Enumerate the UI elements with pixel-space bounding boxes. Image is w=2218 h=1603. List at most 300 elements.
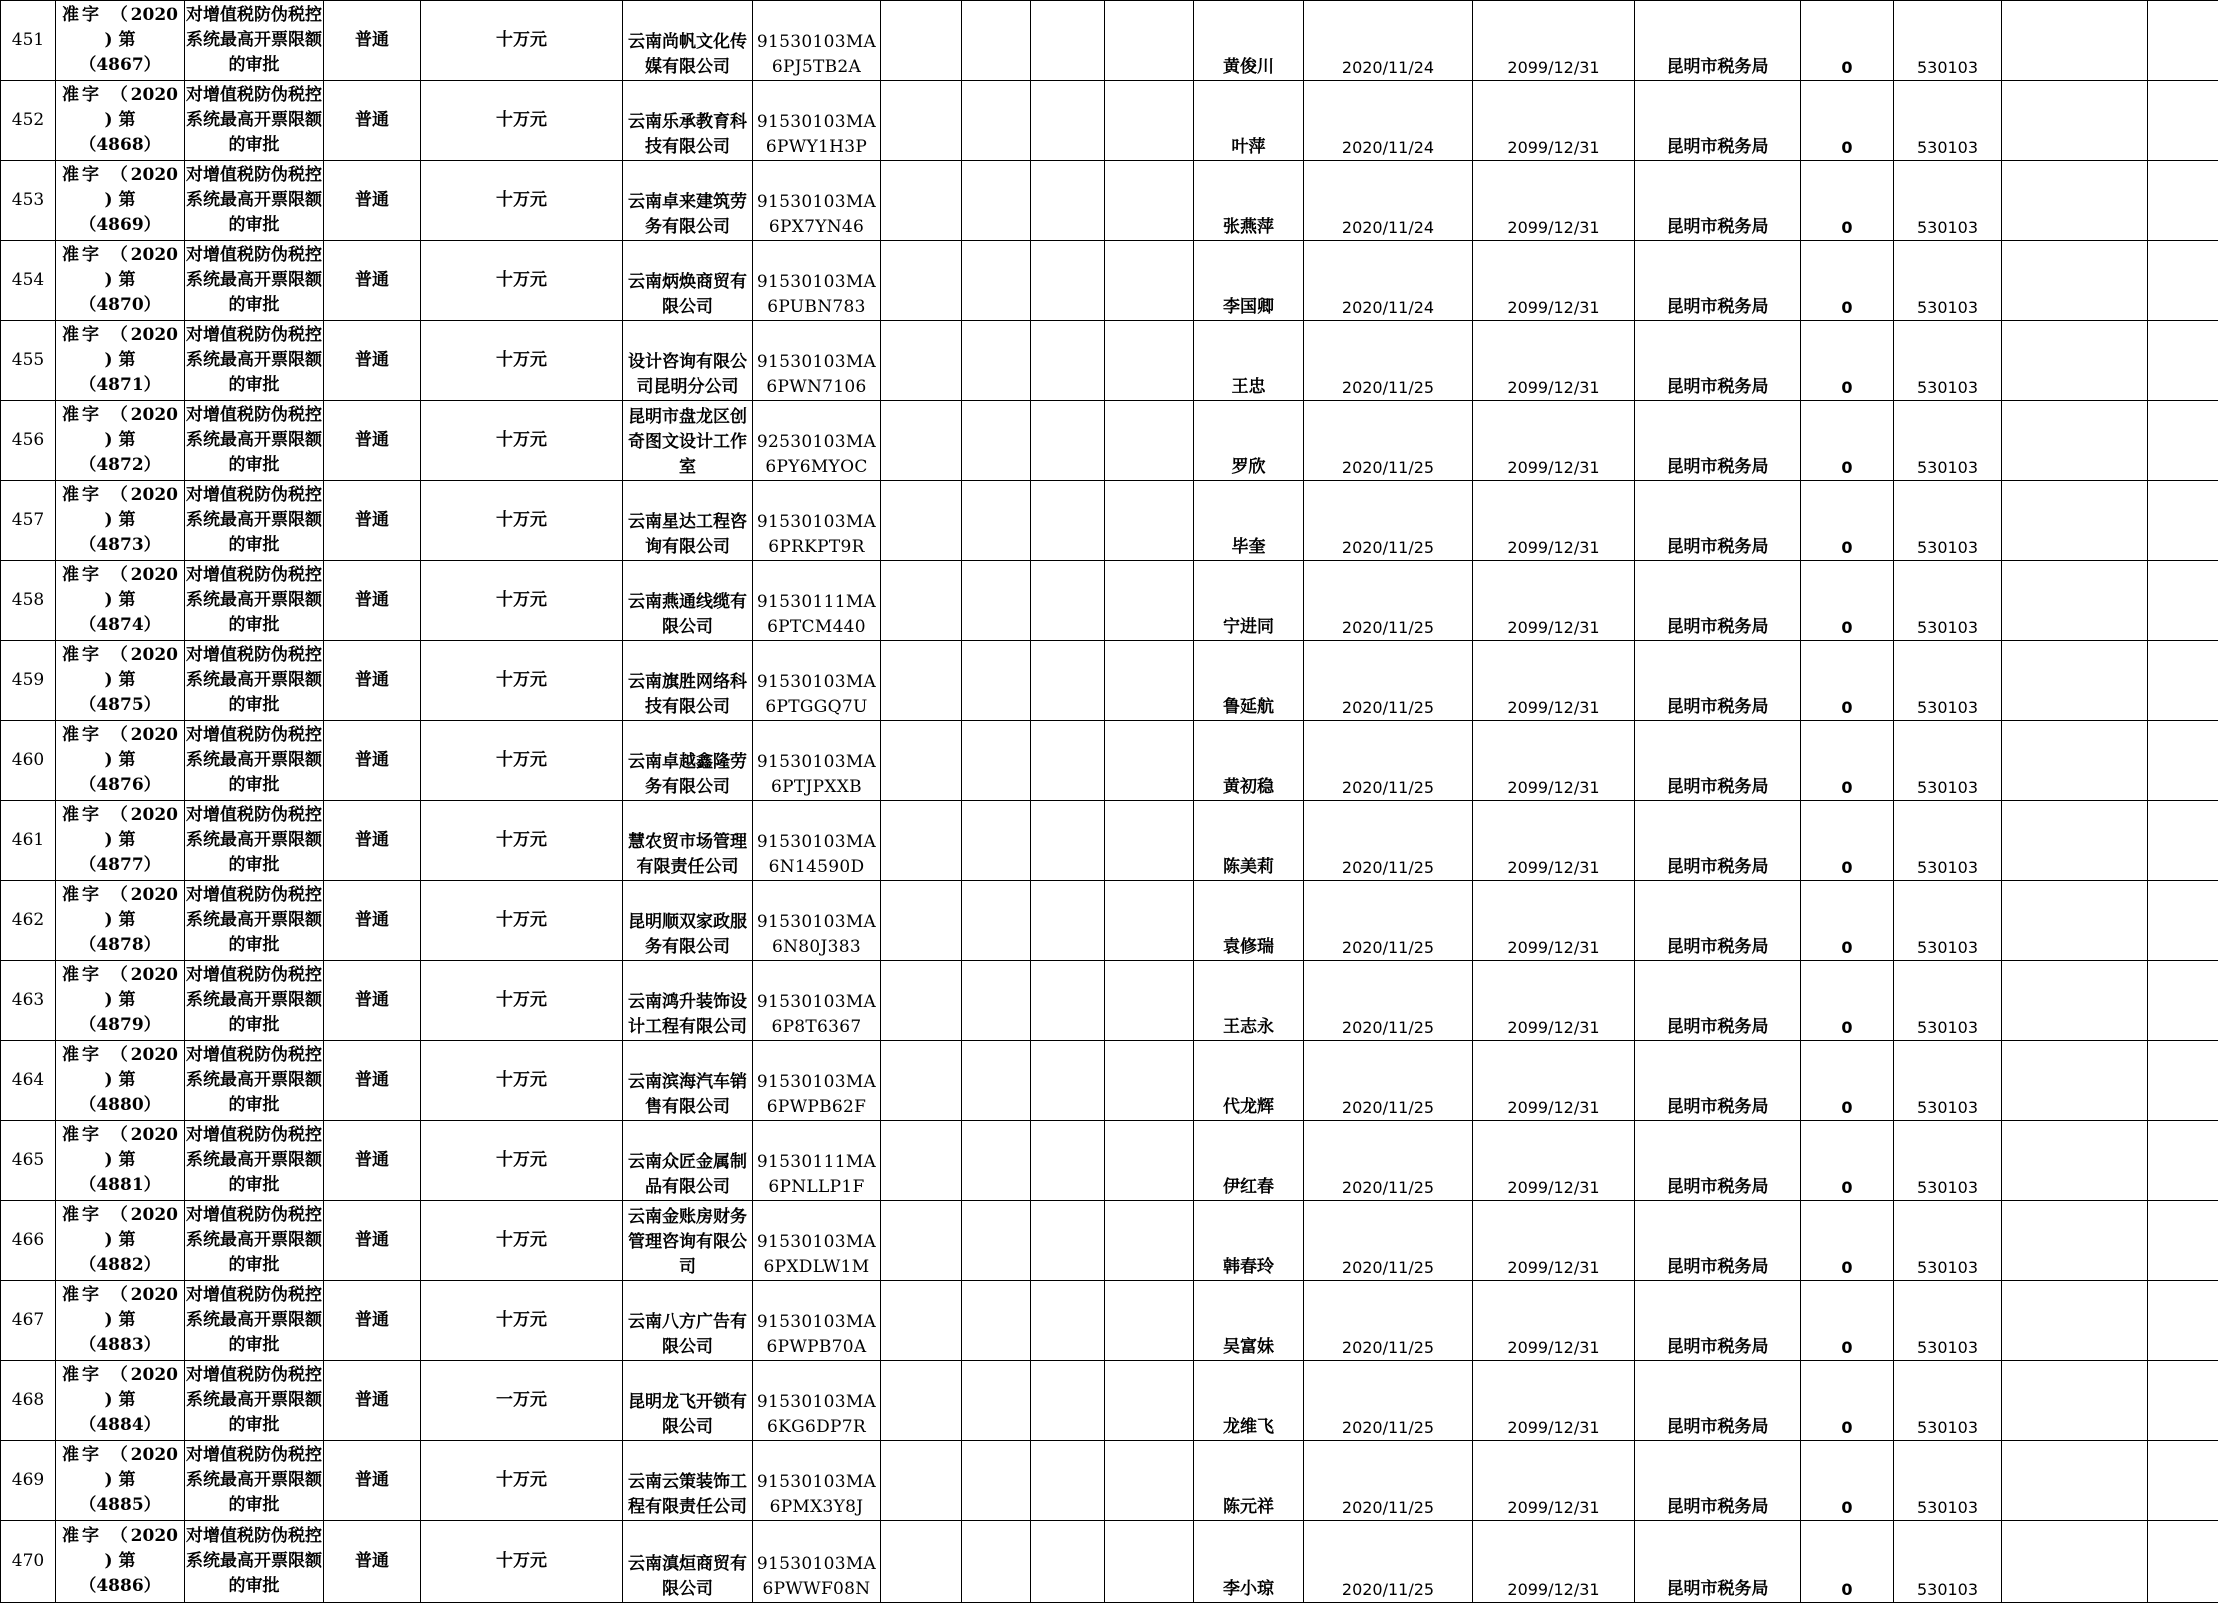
document-number-line: （4869） [79,215,161,235]
document-number-line: （4874） [79,615,161,635]
empty-cell [881,321,962,401]
invoice-type-cell: 普通 [324,721,421,801]
approval-matter-cell: 对增值税防伪税控系统最高开票限额的审批 [185,1441,324,1521]
invoice-limit-cell: 一万元 [421,1361,623,1441]
empty-cell [2148,1121,2218,1201]
empty-cell [881,481,962,561]
empty-cell [962,481,1031,561]
table-row [1,81,2218,161]
company-name-cell: 设计咨询有限公司昆明分公司 [623,321,753,401]
empty-cell [2002,1041,2148,1121]
status-cell: 0 [1801,881,1894,961]
end-date-cell: 2099/12/31 [1473,1441,1635,1521]
empty-cell [962,641,1031,721]
document-number-line: 准字 （2020 [62,405,178,425]
region-code-cell: 530103 [1894,1441,2002,1521]
empty-cell [2002,241,2148,321]
credit-code-cell: 91530103MA6P8T6367 [753,961,881,1041]
table-row [1,961,2218,1041]
row-index-cell: 452 [1,81,56,161]
empty-cell [962,1361,1031,1441]
empty-cell [2002,561,2148,641]
region-code-cell: 530103 [1894,321,2002,401]
company-name-cell: 云南鸿升装饰设计工程有限公司 [623,961,753,1041]
document-number-line: ) 第 [104,910,136,930]
legal-representative-cell: 李小琼 [1194,1521,1304,1603]
credit-code-cell: 91530103MA6PUBN783 [753,241,881,321]
invoice-limit-cell: 十万元 [421,801,623,881]
legal-representative-cell: 毕奎 [1194,481,1304,561]
legal-representative-cell: 代龙辉 [1194,1041,1304,1121]
credit-code-cell: 91530111MA6PNLLP1F [753,1121,881,1201]
empty-cell [962,321,1031,401]
row-index-cell: 453 [1,161,56,241]
empty-cell [881,1201,962,1281]
invoice-type-cell: 普通 [324,241,421,321]
authority-cell: 昆明市税务局 [1635,1361,1801,1441]
table-row [1,401,2218,481]
row-index-cell: 466 [1,1201,56,1281]
document-number-line: 准字 （2020 [62,565,178,585]
region-code-cell: 530103 [1894,721,2002,801]
document-number-line: （4879） [79,1015,161,1035]
end-date-cell: 2099/12/31 [1473,81,1635,161]
empty-cell [1105,241,1194,321]
approval-matter-cell: 对增值税防伪税控系统最高开票限额的审批 [185,1201,324,1281]
end-date-cell: 2099/12/31 [1473,1121,1635,1201]
document-number-line: ) 第 [104,110,136,130]
empty-cell [2148,1281,2218,1361]
empty-cell [1105,1361,1194,1441]
invoice-type-cell: 普通 [324,1281,421,1361]
region-code-cell: 530103 [1894,1,2002,81]
legal-representative-cell: 王志永 [1194,961,1304,1041]
authority-cell: 昆明市税务局 [1635,321,1801,401]
company-name-cell: 云南金账房财务管理咨询有限公司 [623,1201,753,1281]
authority-cell: 昆明市税务局 [1635,1521,1801,1603]
empty-cell [2148,321,2218,401]
empty-cell [881,641,962,721]
empty-cell [1031,1201,1105,1281]
empty-cell [1105,401,1194,481]
status-cell: 0 [1801,801,1894,881]
credit-code-cell: 91530103MA6PMX3Y8J [753,1441,881,1521]
invoice-type-cell: 普通 [324,1441,421,1521]
empty-cell [1031,401,1105,481]
start-date-cell: 2020/11/24 [1304,241,1473,321]
document-number-line: （4884） [79,1415,161,1435]
empty-cell [962,1121,1031,1201]
invoice-limit-cell: 十万元 [421,401,623,481]
authority-cell: 昆明市税务局 [1635,1041,1801,1121]
region-code-cell: 530103 [1894,1521,2002,1603]
invoice-limit-cell: 十万元 [421,1121,623,1201]
credit-code-cell: 91530103MA6PTGGQ7U [753,641,881,721]
document-number-line: 准字 （2020 [62,1285,178,1305]
empty-cell [962,881,1031,961]
document-number-line: （4886） [79,1576,161,1596]
document-number-cell [56,1441,185,1521]
approval-matter-cell: 对增值税防伪税控系统最高开票限额的审批 [185,561,324,641]
empty-cell [962,561,1031,641]
company-name-cell: 云南燕通线缆有限公司 [623,561,753,641]
company-name-cell: 云南众匠金属制品有限公司 [623,1121,753,1201]
legal-representative-cell: 李国卿 [1194,241,1304,321]
approval-matter-cell: 对增值税防伪税控系统最高开票限额的审批 [185,881,324,961]
end-date-cell: 2099/12/31 [1473,1361,1635,1441]
empty-cell [1105,801,1194,881]
empty-cell [2002,721,2148,801]
document-number-line: ) 第 [104,590,136,610]
credit-code-cell: 91530103MA6N14590D [753,801,881,881]
empty-cell [881,81,962,161]
document-number-line: 准字 （2020 [62,325,178,345]
invoice-type-cell: 普通 [324,561,421,641]
invoice-type-cell: 普通 [324,161,421,241]
company-name-cell: 昆明市盘龙区创奇图文设计工作室 [623,401,753,481]
empty-cell [1031,1281,1105,1361]
region-code-cell: 530103 [1894,561,2002,641]
row-index-cell: 470 [1,1521,56,1603]
invoice-limit-cell: 十万元 [421,1441,623,1521]
company-name-cell: 云南滨海汽车销售有限公司 [623,1041,753,1121]
invoice-type-cell: 普通 [324,1201,421,1281]
company-name-cell: 云南卓来建筑劳务有限公司 [623,161,753,241]
empty-cell [1105,641,1194,721]
start-date-cell: 2020/11/25 [1304,1041,1473,1121]
authority-cell: 昆明市税务局 [1635,241,1801,321]
invoice-limit-cell: 十万元 [421,81,623,161]
empty-cell [2148,561,2218,641]
region-code-cell: 530103 [1894,1361,2002,1441]
authority-cell: 昆明市税务局 [1635,481,1801,561]
empty-cell [2002,321,2148,401]
empty-cell [2002,401,2148,481]
invoice-type-cell: 普通 [324,321,421,401]
end-date-cell: 2099/12/31 [1473,241,1635,321]
document-number-line: （4871） [79,375,161,395]
table-row [1,641,2218,721]
row-index-cell: 464 [1,1041,56,1121]
authority-cell: 昆明市税务局 [1635,641,1801,721]
row-index-cell: 469 [1,1441,56,1521]
empty-cell [1105,561,1194,641]
end-date-cell: 2099/12/31 [1473,641,1635,721]
status-cell: 0 [1801,1041,1894,1121]
empty-cell [1105,321,1194,401]
end-date-cell: 2099/12/31 [1473,401,1635,481]
document-number-line: （4877） [79,855,161,875]
region-code-cell: 530103 [1894,801,2002,881]
row-index-cell: 465 [1,1121,56,1201]
empty-cell [1105,161,1194,241]
start-date-cell: 2020/11/25 [1304,721,1473,801]
document-number-line: ) 第 [104,1230,136,1250]
region-code-cell: 530103 [1894,1281,2002,1361]
status-cell: 0 [1801,321,1894,401]
authority-cell: 昆明市税务局 [1635,801,1801,881]
start-date-cell: 2020/11/25 [1304,801,1473,881]
empty-cell [1105,81,1194,161]
end-date-cell: 2099/12/31 [1473,481,1635,561]
document-number-line: 准字 （2020 [62,1445,178,1465]
empty-cell [881,1281,962,1361]
company-name-cell: 云南云策装饰工程有限责任公司 [623,1441,753,1521]
status-cell: 0 [1801,1521,1894,1603]
credit-code-cell: 91530103MA6KG6DP7R [753,1361,881,1441]
document-number-cell [56,321,185,401]
end-date-cell: 2099/12/31 [1473,1,1635,81]
empty-cell [1031,1441,1105,1521]
document-number-line: （4872） [79,455,161,475]
empty-cell [2148,1361,2218,1441]
document-number-line: 准字 （2020 [62,85,178,105]
document-number-cell [56,641,185,721]
approval-matter-cell: 对增值税防伪税控系统最高开票限额的审批 [185,801,324,881]
legal-representative-cell: 龙维飞 [1194,1361,1304,1441]
document-number-line: （4876） [79,775,161,795]
empty-cell [2148,161,2218,241]
document-number-line: 准字 （2020 [62,485,178,505]
empty-cell [962,1441,1031,1521]
document-number-cell [56,161,185,241]
table-row [1,881,2218,961]
invoice-type-cell: 普通 [324,961,421,1041]
invoice-limit-cell: 十万元 [421,481,623,561]
credit-code-cell: 92530103MA6PY6MYOC [753,401,881,481]
empty-cell [881,801,962,881]
credit-code-cell: 91530103MA6PWN7106 [753,321,881,401]
approval-matter-cell: 对增值税防伪税控系统最高开票限额的审批 [185,161,324,241]
empty-cell [2002,481,2148,561]
start-date-cell: 2020/11/25 [1304,561,1473,641]
empty-cell [1031,1,1105,81]
legal-representative-cell: 伊红春 [1194,1121,1304,1201]
start-date-cell: 2020/11/25 [1304,961,1473,1041]
document-number-line: （4867） [79,55,161,75]
start-date-cell: 2020/11/25 [1304,1281,1473,1361]
authority-cell: 昆明市税务局 [1635,1201,1801,1281]
region-code-cell: 530103 [1894,961,2002,1041]
empty-cell [881,1,962,81]
table-row [1,161,2218,241]
row-index-cell: 468 [1,1361,56,1441]
row-index-cell: 455 [1,321,56,401]
document-number-line: ) 第 [104,1070,136,1090]
document-number-line: ) 第 [104,270,136,290]
end-date-cell: 2099/12/31 [1473,1041,1635,1121]
row-index-cell: 460 [1,721,56,801]
company-name-cell: 云南卓越鑫隆劳务有限公司 [623,721,753,801]
legal-representative-cell: 袁修瑞 [1194,881,1304,961]
empty-cell [962,81,1031,161]
empty-cell [1105,1041,1194,1121]
empty-cell [2148,881,2218,961]
invoice-limit-cell: 十万元 [421,561,623,641]
invoice-type-cell: 普通 [324,401,421,481]
empty-cell [2148,241,2218,321]
empty-cell [1031,321,1105,401]
invoice-type-cell: 普通 [324,641,421,721]
empty-cell [2148,1041,2218,1121]
empty-cell [1031,481,1105,561]
company-name-cell: 昆明龙飞开锁有限公司 [623,1361,753,1441]
empty-cell [881,401,962,481]
company-name-cell: 云南旗胜网络科技有限公司 [623,641,753,721]
document-number-line: ) 第 [104,30,136,50]
document-number-line: ) 第 [104,1150,136,1170]
end-date-cell: 2099/12/31 [1473,1201,1635,1281]
empty-cell [881,1441,962,1521]
empty-cell [1105,1201,1194,1281]
empty-cell [1105,1521,1194,1603]
credit-code-cell: 91530103MA6PTJPXXB [753,721,881,801]
empty-cell [2148,1,2218,81]
start-date-cell: 2020/11/25 [1304,641,1473,721]
status-cell: 0 [1801,1201,1894,1281]
region-code-cell: 530103 [1894,881,2002,961]
table-row [1,801,2218,881]
empty-cell [2148,1521,2218,1603]
start-date-cell: 2020/11/25 [1304,1121,1473,1201]
document-number-line: 准字 （2020 [62,965,178,985]
invoice-limit-cell: 十万元 [421,961,623,1041]
approval-matter-cell: 对增值税防伪税控系统最高开票限额的审批 [185,321,324,401]
document-number-line: 准字 （2020 [62,725,178,745]
empty-cell [962,1521,1031,1603]
company-name-cell: 云南尚帆文化传媒有限公司 [623,1,753,81]
status-cell: 0 [1801,641,1894,721]
empty-cell [962,1281,1031,1361]
company-name-cell: 云南乐承教育科技有限公司 [623,81,753,161]
approval-matter-cell: 对增值税防伪税控系统最高开票限额的审批 [185,961,324,1041]
start-date-cell: 2020/11/24 [1304,161,1473,241]
credit-code-cell: 91530103MA6PWY1H3P [753,81,881,161]
empty-cell [1105,881,1194,961]
document-number-line: ) 第 [104,830,136,850]
empty-cell [1031,1361,1105,1441]
empty-cell [881,1361,962,1441]
end-date-cell: 2099/12/31 [1473,321,1635,401]
invoice-limit-cell: 十万元 [421,1041,623,1121]
document-number-line: 准字 （2020 [62,645,178,665]
empty-cell [1105,721,1194,801]
table-row [1,1041,2218,1121]
credit-code-cell: 91530103MA6N80J383 [753,881,881,961]
empty-cell [962,401,1031,481]
start-date-cell: 2020/11/25 [1304,401,1473,481]
legal-representative-cell: 黄俊川 [1194,1,1304,81]
authority-cell: 昆明市税务局 [1635,961,1801,1041]
document-number-cell [56,561,185,641]
invoice-type-cell: 普通 [324,881,421,961]
document-number-cell [56,1521,185,1603]
status-cell: 0 [1801,241,1894,321]
end-date-cell: 2099/12/31 [1473,1281,1635,1361]
empty-cell [881,1041,962,1121]
document-number-cell [56,81,185,161]
empty-cell [962,961,1031,1041]
table-row [1,321,2218,401]
document-number-line: 准字 （2020 [62,1125,178,1145]
authority-cell: 昆明市税务局 [1635,81,1801,161]
status-cell: 0 [1801,1,1894,81]
empty-cell [962,1,1031,81]
invoice-limit-cell: 十万元 [421,1521,623,1603]
document-number-cell [56,1281,185,1361]
row-index-cell: 463 [1,961,56,1041]
region-code-cell: 530103 [1894,481,2002,561]
document-number-line: 准字 （2020 [62,1365,178,1385]
document-number-line: 准字 （2020 [62,1205,178,1225]
invoice-limit-cell: 十万元 [421,161,623,241]
empty-cell [2002,1361,2148,1441]
empty-cell [2148,81,2218,161]
document-number-cell [56,961,185,1041]
invoice-type-cell: 普通 [324,1121,421,1201]
invoice-limit-cell: 十万元 [421,1281,623,1361]
end-date-cell: 2099/12/31 [1473,561,1635,641]
empty-cell [2002,1201,2148,1281]
legal-representative-cell: 鲁延航 [1194,641,1304,721]
company-name-cell: 云南星达工程咨询有限公司 [623,481,753,561]
region-code-cell: 530103 [1894,161,2002,241]
start-date-cell: 2020/11/25 [1304,481,1473,561]
start-date-cell: 2020/11/25 [1304,1521,1473,1603]
empty-cell [1031,81,1105,161]
empty-cell [1105,1281,1194,1361]
document-number-line: ) 第 [104,430,136,450]
start-date-cell: 2020/11/25 [1304,1201,1473,1281]
credit-code-cell: 91530103MA6PWWF08N [753,1521,881,1603]
document-number-line: ) 第 [104,350,136,370]
document-number-line: （4875） [79,695,161,715]
invoice-limit-cell: 十万元 [421,1201,623,1281]
approval-matter-cell: 对增值税防伪税控系统最高开票限额的审批 [185,721,324,801]
empty-cell [1031,241,1105,321]
invoice-type-cell: 普通 [324,1521,421,1603]
document-number-line: 准字 （2020 [62,1526,178,1546]
approval-matter-cell: 对增值税防伪税控系统最高开票限额的审批 [185,1121,324,1201]
legal-representative-cell: 陈元祥 [1194,1441,1304,1521]
legal-representative-cell: 叶萍 [1194,81,1304,161]
row-index-cell: 461 [1,801,56,881]
empty-cell [881,241,962,321]
empty-cell [1105,1441,1194,1521]
empty-cell [1105,1121,1194,1201]
row-index-cell: 454 [1,241,56,321]
document-number-line: （4881） [79,1175,161,1195]
table-row [1,241,2218,321]
row-index-cell: 451 [1,1,56,81]
invoice-type-cell: 普通 [324,801,421,881]
empty-cell [1031,961,1105,1041]
document-number-line: （4880） [79,1095,161,1115]
empty-cell [2002,641,2148,721]
empty-cell [2002,161,2148,241]
empty-cell [1031,801,1105,881]
authority-cell: 昆明市税务局 [1635,1441,1801,1521]
document-number-line: ) 第 [104,1551,136,1571]
empty-cell [1031,1121,1105,1201]
start-date-cell: 2020/11/25 [1304,1441,1473,1521]
empty-cell [2002,1441,2148,1521]
empty-cell [2002,881,2148,961]
start-date-cell: 2020/11/24 [1304,1,1473,81]
row-index-cell: 462 [1,881,56,961]
empty-cell [881,881,962,961]
credit-code-cell: 91530103MA6PJ5TB2A [753,1,881,81]
